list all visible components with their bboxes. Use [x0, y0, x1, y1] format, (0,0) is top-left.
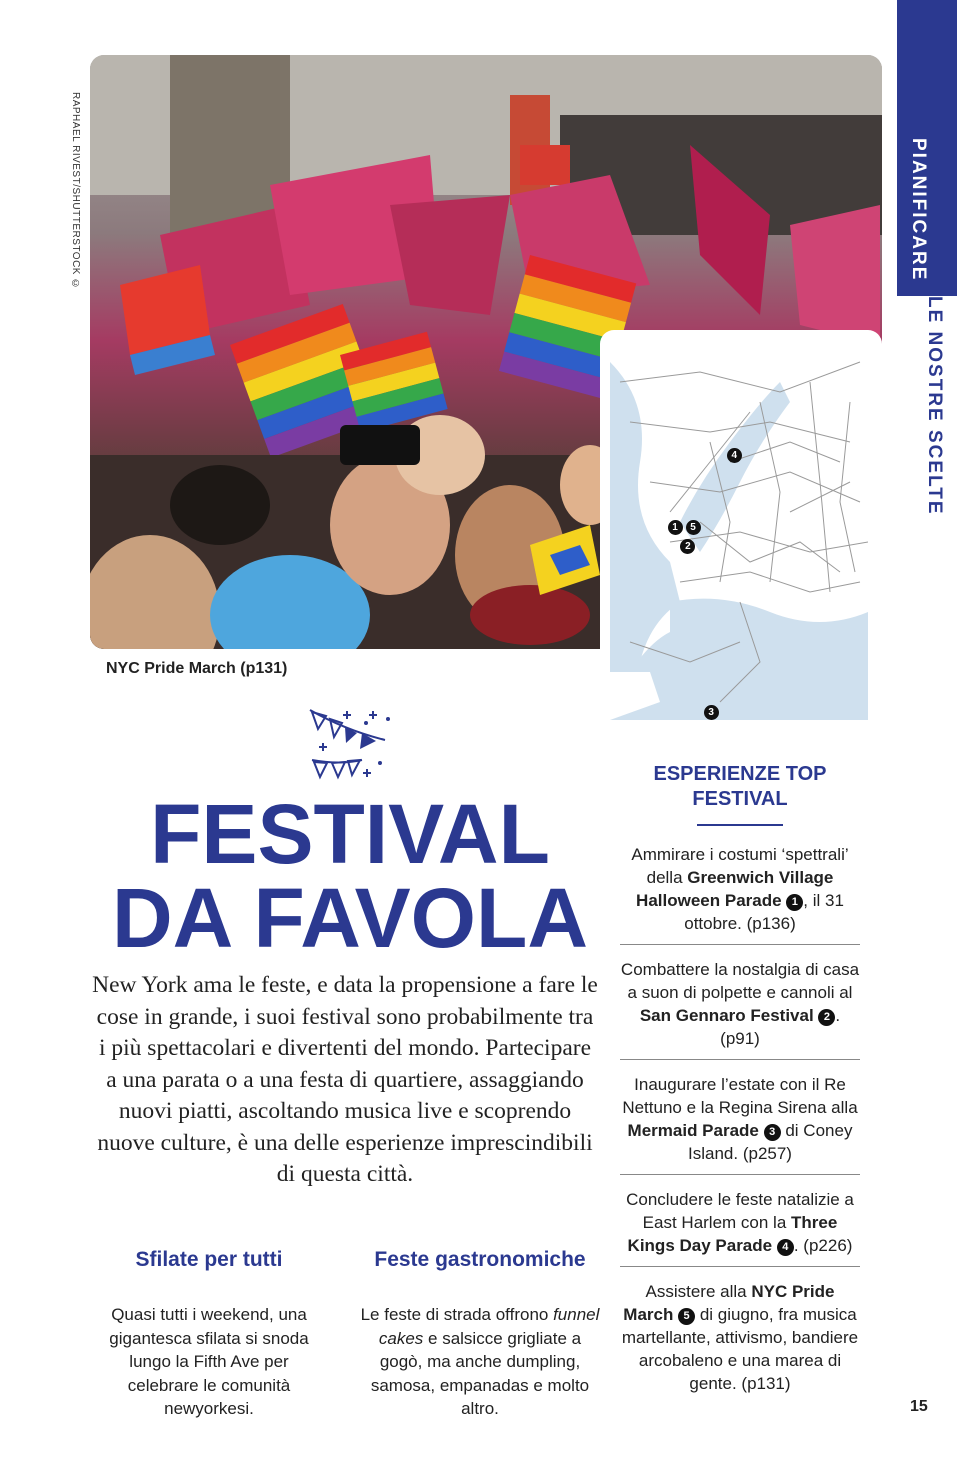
- map-number-badge: 3: [764, 1124, 781, 1141]
- top-experience-item: [620, 1188, 860, 1257]
- map-number-badge: 1: [786, 894, 803, 911]
- item-text: Assistere alla: [645, 1282, 752, 1301]
- section-tab: [897, 0, 957, 296]
- map-illustration: [610, 342, 868, 720]
- column-body-parades: Quasi tutti i weekend, una gigantesca sfilata si snoda lungo la Fifth Ave per celebrare le comunità newyorkesi.: [109, 1305, 309, 1418]
- top-heading-line-1: ESPERIENZE TOP: [653, 763, 827, 785]
- item-event-name: San Gennaro Festival: [639, 1006, 814, 1025]
- intro-paragraph: New York ama le feste, e data la propensione a fare le cose in grande, i suoi festival sono probabilmente tra i più spettacolari e divertenti del mondo. Partecipare a una parata o a una festa di quartiere, assaggiando nuovi piatti, ascoltando musica live e scoprendo nuove culture, è una delle esperienze imprescindibili di questa città.: [92, 972, 598, 1187]
- section-label: PIANIFICARE: [908, 138, 929, 282]
- item-divider: [620, 1266, 860, 1267]
- item-divider: [620, 1059, 860, 1060]
- item-text: . (p91): [720, 1006, 841, 1048]
- item-divider: [620, 944, 860, 945]
- item-event-name: Three Kings Day Parade: [627, 1213, 838, 1255]
- photo-caption: NYC Pride March (p131): [106, 660, 288, 677]
- top-experience-item: [620, 843, 860, 935]
- top-experience-item: [620, 1280, 860, 1395]
- top-heading-line-2: FESTIVAL: [692, 788, 788, 810]
- subsection-label: LE NOSTRE SCELTE: [924, 296, 945, 516]
- top-experience-item: [620, 1073, 860, 1165]
- column-heading-food: Feste gastronomiche: [374, 1248, 586, 1271]
- item-text: , il 31 ottobre. (p136): [684, 891, 844, 933]
- item-event-name: NYC Pride March: [623, 1282, 835, 1324]
- page-title: [100, 787, 600, 965]
- item-text: di giugno, fra musica martellante, attivismo, bandiere arcobaleno e una marea di gente. (p131): [621, 1305, 859, 1393]
- festival-map: [600, 330, 882, 722]
- item-event-name: Greenwich Village Halloween Parade: [636, 868, 834, 910]
- map-marker-5: 5: [686, 520, 701, 535]
- item-text: Combattere la nostalgia di casa a suon di polpette e cannoli al: [620, 960, 860, 1002]
- map-number-badge: 4: [777, 1239, 794, 1256]
- map-marker-4: 4: [727, 448, 742, 463]
- item-text: di Coney Island. (p257): [688, 1121, 853, 1163]
- map-marker-2: 2: [680, 539, 695, 554]
- map-number-badge: 5: [678, 1308, 695, 1325]
- food-text-em: funnel cakes: [378, 1305, 600, 1348]
- bunting-icon: [300, 705, 400, 785]
- item-divider: [620, 1174, 860, 1175]
- map-marker-1: 1: [668, 520, 683, 535]
- food-text-2: e salsicce grigliate a gogò, ma anche dumpling, samosa, empanadas e molto altro.: [370, 1328, 590, 1418]
- column-heading-parades: Sfilate per tutti: [135, 1248, 283, 1271]
- item-event-name: Mermaid Parade: [627, 1121, 759, 1140]
- map-number-badge: 2: [818, 1009, 835, 1026]
- photo-credit: RAPHAEL RIVEST/SHUTTERSTOCK ©: [70, 92, 81, 290]
- page-number: 15: [910, 1398, 928, 1415]
- food-text-1: Le feste di strada offrono: [360, 1305, 554, 1324]
- item-text: Ammirare i costumi ‘spettrali’ della: [631, 845, 849, 887]
- item-text: Concludere le feste natalizie a East Harlem con la: [626, 1190, 854, 1232]
- column-body-food: [358, 1303, 602, 1421]
- title-line-2: DA FAVOLA: [112, 871, 588, 965]
- item-text: . (p226): [793, 1236, 853, 1255]
- map-marker-3: 3: [704, 705, 719, 720]
- top-experiences-heading: [620, 762, 860, 812]
- title-line-1: FESTIVAL: [150, 787, 550, 881]
- item-text: Inaugurare l’estate con il Re Nettuno e la Regina Sirena alla: [622, 1075, 858, 1117]
- top-experience-item: [620, 958, 860, 1050]
- heading-underline: [697, 824, 783, 826]
